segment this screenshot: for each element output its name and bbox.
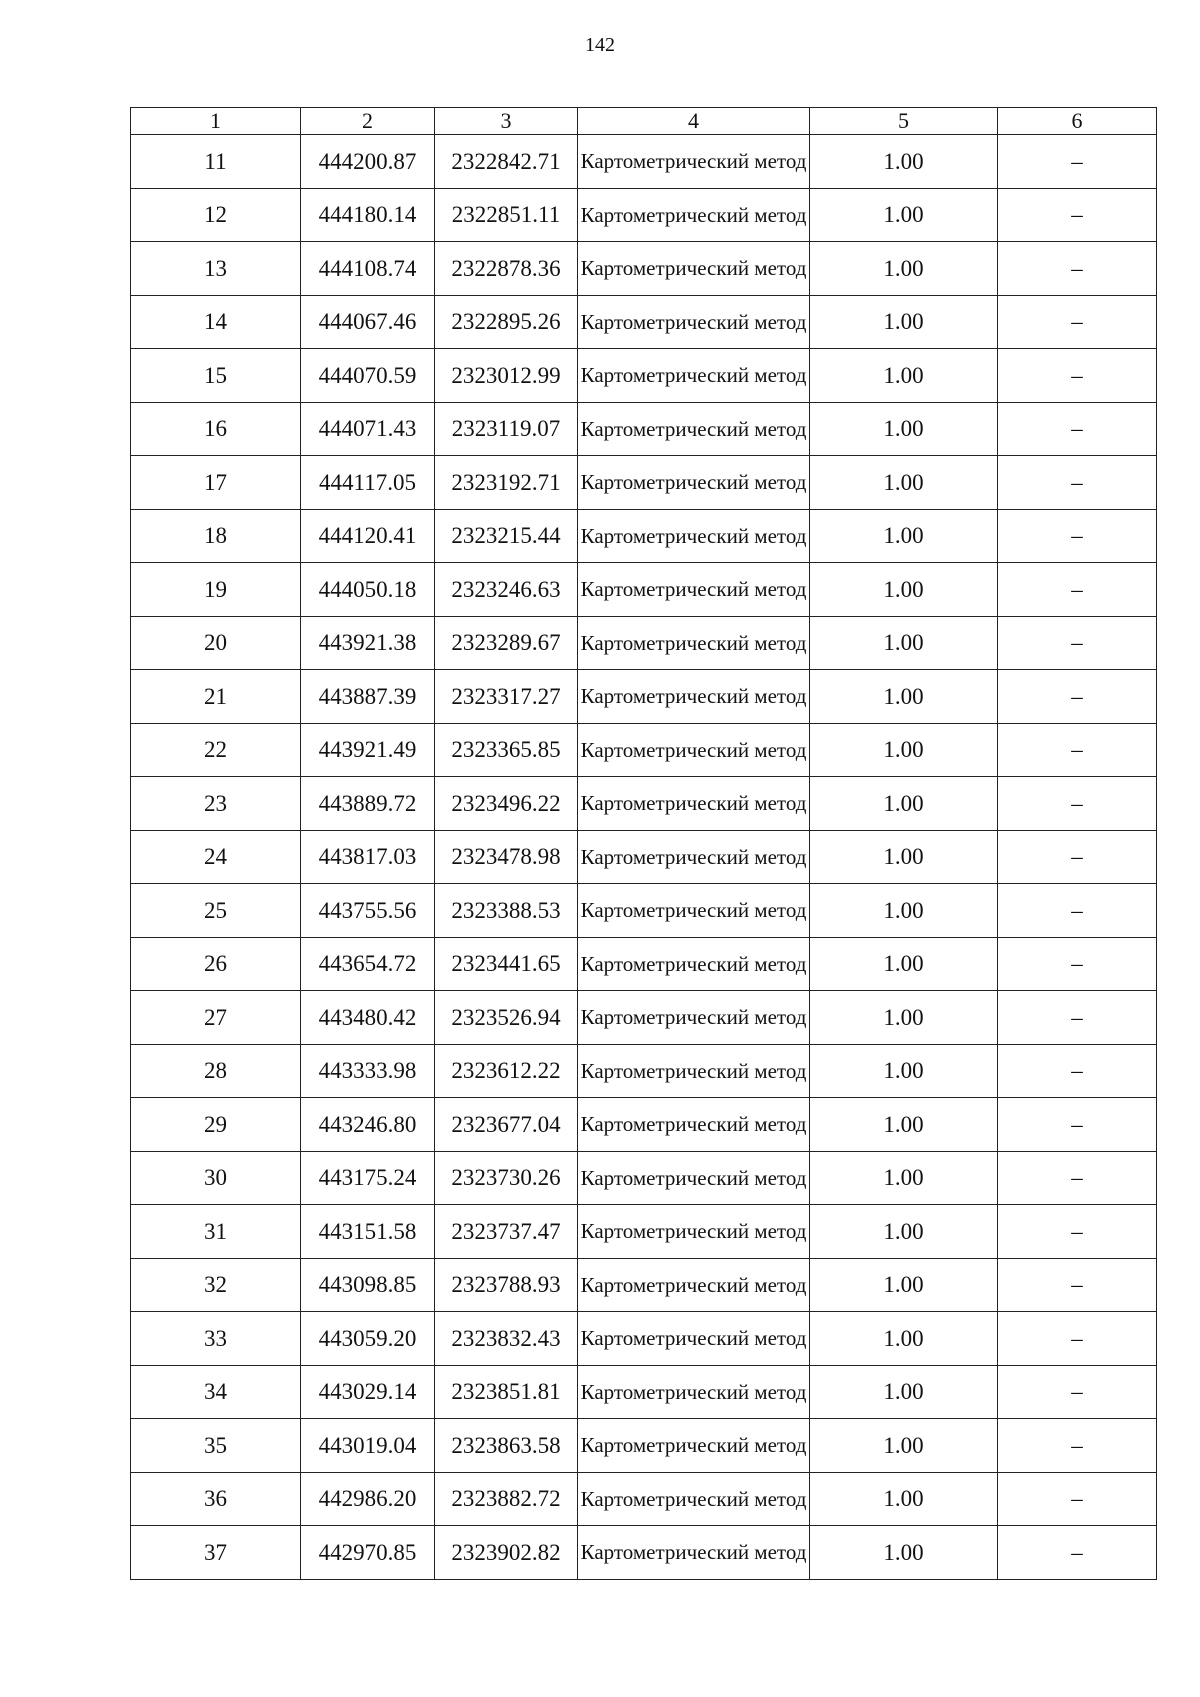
method-cell: Картометрический метод xyxy=(578,670,810,724)
y-coordinate-cell: 2323192.71 xyxy=(435,456,578,510)
y-coordinate-cell: 2322895.26 xyxy=(435,295,578,349)
y-coordinate-cell: 2323012.99 xyxy=(435,349,578,403)
table-row xyxy=(131,723,1157,777)
table-row xyxy=(131,242,1157,296)
table-row xyxy=(131,563,1157,617)
accuracy-cell: 1.00 xyxy=(810,1312,998,1366)
table-row xyxy=(131,1205,1157,1259)
table-row xyxy=(131,830,1157,884)
note-cell: – xyxy=(998,1258,1157,1312)
x-coordinate-cell: 442970.85 xyxy=(301,1526,435,1580)
table-row xyxy=(131,1098,1157,1152)
method-cell: Картометрический метод xyxy=(578,295,810,349)
accuracy-cell: 1.00 xyxy=(810,242,998,296)
table-row xyxy=(131,616,1157,670)
note-cell: – xyxy=(998,456,1157,510)
y-coordinate-cell: 2323388.53 xyxy=(435,884,578,938)
note-cell: – xyxy=(998,723,1157,777)
x-coordinate-cell: 442986.20 xyxy=(301,1472,435,1526)
x-coordinate-cell: 443333.98 xyxy=(301,1044,435,1098)
note-cell: – xyxy=(998,402,1157,456)
x-coordinate-cell: 444108.74 xyxy=(301,242,435,296)
x-coordinate-cell: 443175.24 xyxy=(301,1151,435,1205)
point-number-cell: 12 xyxy=(131,188,301,242)
accuracy-cell: 1.00 xyxy=(810,1205,998,1259)
method-cell: Картометрический метод xyxy=(578,1365,810,1419)
method-cell: Картометрический метод xyxy=(578,1312,810,1366)
column-header-2: 2 xyxy=(301,108,435,135)
table-row xyxy=(131,402,1157,456)
x-coordinate-cell: 444117.05 xyxy=(301,456,435,510)
table-row xyxy=(131,1044,1157,1098)
accuracy-cell: 1.00 xyxy=(810,295,998,349)
note-cell: – xyxy=(998,1472,1157,1526)
column-header-4: 4 xyxy=(578,108,810,135)
y-coordinate-cell: 2323441.65 xyxy=(435,937,578,991)
table-row xyxy=(131,777,1157,831)
note-cell: – xyxy=(998,188,1157,242)
note-cell: – xyxy=(998,242,1157,296)
x-coordinate-cell: 444067.46 xyxy=(301,295,435,349)
table-body xyxy=(131,108,1157,1580)
note-cell: – xyxy=(998,1365,1157,1419)
y-coordinate-cell: 2323851.81 xyxy=(435,1365,578,1419)
x-coordinate-cell: 444071.43 xyxy=(301,402,435,456)
note-cell: – xyxy=(998,777,1157,831)
method-cell: Картометрический метод xyxy=(578,1044,810,1098)
accuracy-cell: 1.00 xyxy=(810,1044,998,1098)
note-cell: – xyxy=(998,1098,1157,1152)
x-coordinate-cell: 443019.04 xyxy=(301,1419,435,1473)
x-coordinate-cell: 443098.85 xyxy=(301,1258,435,1312)
x-coordinate-cell: 443755.56 xyxy=(301,884,435,938)
point-number-cell: 23 xyxy=(131,777,301,831)
note-cell: – xyxy=(998,991,1157,1045)
point-number-cell: 26 xyxy=(131,937,301,991)
point-number-cell: 18 xyxy=(131,509,301,563)
note-cell: – xyxy=(998,1526,1157,1580)
accuracy-cell: 1.00 xyxy=(810,1472,998,1526)
note-cell: – xyxy=(998,1419,1157,1473)
coordinates-table xyxy=(130,107,1157,1580)
table-row xyxy=(131,135,1157,189)
point-number-cell: 17 xyxy=(131,456,301,510)
y-coordinate-cell: 2323215.44 xyxy=(435,509,578,563)
y-coordinate-cell: 2323730.26 xyxy=(435,1151,578,1205)
method-cell: Картометрический метод xyxy=(578,616,810,670)
x-coordinate-cell: 443029.14 xyxy=(301,1365,435,1419)
accuracy-cell: 1.00 xyxy=(810,937,998,991)
x-coordinate-cell: 444180.14 xyxy=(301,188,435,242)
y-coordinate-cell: 2323788.93 xyxy=(435,1258,578,1312)
method-cell: Картометрический метод xyxy=(578,563,810,617)
point-number-cell: 36 xyxy=(131,1472,301,1526)
note-cell: – xyxy=(998,563,1157,617)
accuracy-cell: 1.00 xyxy=(810,830,998,884)
point-number-cell: 31 xyxy=(131,1205,301,1259)
note-cell: – xyxy=(998,616,1157,670)
accuracy-cell: 1.00 xyxy=(810,1419,998,1473)
column-header-5: 5 xyxy=(810,108,998,135)
note-cell: – xyxy=(998,135,1157,189)
accuracy-cell: 1.00 xyxy=(810,509,998,563)
accuracy-cell: 1.00 xyxy=(810,723,998,777)
y-coordinate-cell: 2323737.47 xyxy=(435,1205,578,1259)
note-cell: – xyxy=(998,1205,1157,1259)
y-coordinate-cell: 2323526.94 xyxy=(435,991,578,1045)
y-coordinate-cell: 2323612.22 xyxy=(435,1044,578,1098)
y-coordinate-cell: 2323289.67 xyxy=(435,616,578,670)
accuracy-cell: 1.00 xyxy=(810,188,998,242)
page-number: 142 xyxy=(585,34,615,56)
y-coordinate-cell: 2323246.63 xyxy=(435,563,578,617)
y-coordinate-cell: 2323119.07 xyxy=(435,402,578,456)
column-header-6: 6 xyxy=(998,108,1157,135)
method-cell: Картометрический метод xyxy=(578,456,810,510)
accuracy-cell: 1.00 xyxy=(810,991,998,1045)
point-number-cell: 22 xyxy=(131,723,301,777)
method-cell: Картометрический метод xyxy=(578,188,810,242)
note-cell: – xyxy=(998,349,1157,403)
y-coordinate-cell: 2322842.71 xyxy=(435,135,578,189)
y-coordinate-cell: 2322851.11 xyxy=(435,188,578,242)
note-cell: – xyxy=(998,1044,1157,1098)
y-coordinate-cell: 2323677.04 xyxy=(435,1098,578,1152)
accuracy-cell: 1.00 xyxy=(810,402,998,456)
point-number-cell: 28 xyxy=(131,1044,301,1098)
method-cell: Картометрический метод xyxy=(578,1526,810,1580)
table-row xyxy=(131,509,1157,563)
method-cell: Картометрический метод xyxy=(578,777,810,831)
note-cell: – xyxy=(998,1151,1157,1205)
x-coordinate-cell: 443480.42 xyxy=(301,991,435,1045)
table-row xyxy=(131,1312,1157,1366)
y-coordinate-cell: 2323902.82 xyxy=(435,1526,578,1580)
method-cell: Картометрический метод xyxy=(578,135,810,189)
note-cell: – xyxy=(998,295,1157,349)
method-cell: Картометрический метод xyxy=(578,991,810,1045)
y-coordinate-cell: 2323317.27 xyxy=(435,670,578,724)
x-coordinate-cell: 443921.38 xyxy=(301,616,435,670)
table-row xyxy=(131,1472,1157,1526)
method-cell: Картометрический метод xyxy=(578,1205,810,1259)
method-cell: Картометрический метод xyxy=(578,884,810,938)
point-number-cell: 35 xyxy=(131,1419,301,1473)
point-number-cell: 16 xyxy=(131,402,301,456)
point-number-cell: 19 xyxy=(131,563,301,617)
point-number-cell: 13 xyxy=(131,242,301,296)
table-row xyxy=(131,991,1157,1045)
table-row xyxy=(131,1151,1157,1205)
method-cell: Картометрический метод xyxy=(578,830,810,884)
note-cell: – xyxy=(998,884,1157,938)
point-number-cell: 29 xyxy=(131,1098,301,1152)
x-coordinate-cell: 443654.72 xyxy=(301,937,435,991)
y-coordinate-cell: 2323496.22 xyxy=(435,777,578,831)
x-coordinate-cell: 444050.18 xyxy=(301,563,435,617)
x-coordinate-cell: 443817.03 xyxy=(301,830,435,884)
x-coordinate-cell: 443889.72 xyxy=(301,777,435,831)
accuracy-cell: 1.00 xyxy=(810,777,998,831)
accuracy-cell: 1.00 xyxy=(810,1526,998,1580)
method-cell: Картометрический метод xyxy=(578,242,810,296)
y-coordinate-cell: 2322878.36 xyxy=(435,242,578,296)
method-cell: Картометрический метод xyxy=(578,1419,810,1473)
table-row xyxy=(131,1258,1157,1312)
note-cell: – xyxy=(998,937,1157,991)
x-coordinate-cell: 443887.39 xyxy=(301,670,435,724)
table-row xyxy=(131,1365,1157,1419)
point-number-cell: 32 xyxy=(131,1258,301,1312)
accuracy-cell: 1.00 xyxy=(810,135,998,189)
y-coordinate-cell: 2323882.72 xyxy=(435,1472,578,1526)
point-number-cell: 14 xyxy=(131,295,301,349)
x-coordinate-cell: 444070.59 xyxy=(301,349,435,403)
accuracy-cell: 1.00 xyxy=(810,456,998,510)
table-row xyxy=(131,188,1157,242)
table-row xyxy=(131,1526,1157,1580)
table-row xyxy=(131,295,1157,349)
table-row xyxy=(131,349,1157,403)
table-row xyxy=(131,1419,1157,1473)
x-coordinate-cell: 443059.20 xyxy=(301,1312,435,1366)
point-number-cell: 27 xyxy=(131,991,301,1045)
x-coordinate-cell: 444120.41 xyxy=(301,509,435,563)
accuracy-cell: 1.00 xyxy=(810,349,998,403)
x-coordinate-cell: 443246.80 xyxy=(301,1098,435,1152)
accuracy-cell: 1.00 xyxy=(810,1098,998,1152)
method-cell: Картометрический метод xyxy=(578,723,810,777)
x-coordinate-cell: 444200.87 xyxy=(301,135,435,189)
table-row xyxy=(131,884,1157,938)
point-number-cell: 11 xyxy=(131,135,301,189)
y-coordinate-cell: 2323863.58 xyxy=(435,1419,578,1473)
point-number-cell: 24 xyxy=(131,830,301,884)
note-cell: – xyxy=(998,509,1157,563)
table-row xyxy=(131,456,1157,510)
note-cell: – xyxy=(998,670,1157,724)
method-cell: Картометрический метод xyxy=(578,1098,810,1152)
accuracy-cell: 1.00 xyxy=(810,1258,998,1312)
method-cell: Картометрический метод xyxy=(578,509,810,563)
accuracy-cell: 1.00 xyxy=(810,563,998,617)
y-coordinate-cell: 2323365.85 xyxy=(435,723,578,777)
point-number-cell: 30 xyxy=(131,1151,301,1205)
column-header-1: 1 xyxy=(131,108,301,135)
note-cell: – xyxy=(998,1312,1157,1366)
accuracy-cell: 1.00 xyxy=(810,884,998,938)
point-number-cell: 34 xyxy=(131,1365,301,1419)
accuracy-cell: 1.00 xyxy=(810,1151,998,1205)
method-cell: Картометрический метод xyxy=(578,349,810,403)
header-row xyxy=(131,108,1157,135)
note-cell: – xyxy=(998,830,1157,884)
point-number-cell: 21 xyxy=(131,670,301,724)
method-cell: Картометрический метод xyxy=(578,937,810,991)
accuracy-cell: 1.00 xyxy=(810,1365,998,1419)
method-cell: Картометрический метод xyxy=(578,1151,810,1205)
y-coordinate-cell: 2323832.43 xyxy=(435,1312,578,1366)
method-cell: Картометрический метод xyxy=(578,1472,810,1526)
point-number-cell: 20 xyxy=(131,616,301,670)
y-coordinate-cell: 2323478.98 xyxy=(435,830,578,884)
point-number-cell: 37 xyxy=(131,1526,301,1580)
column-header-3: 3 xyxy=(435,108,578,135)
method-cell: Картометрический метод xyxy=(578,1258,810,1312)
x-coordinate-cell: 443921.49 xyxy=(301,723,435,777)
point-number-cell: 33 xyxy=(131,1312,301,1366)
accuracy-cell: 1.00 xyxy=(810,616,998,670)
table-row xyxy=(131,670,1157,724)
point-number-cell: 15 xyxy=(131,349,301,403)
point-number-cell: 25 xyxy=(131,884,301,938)
table-row xyxy=(131,937,1157,991)
x-coordinate-cell: 443151.58 xyxy=(301,1205,435,1259)
method-cell: Картометрический метод xyxy=(578,402,810,456)
accuracy-cell: 1.00 xyxy=(810,670,998,724)
